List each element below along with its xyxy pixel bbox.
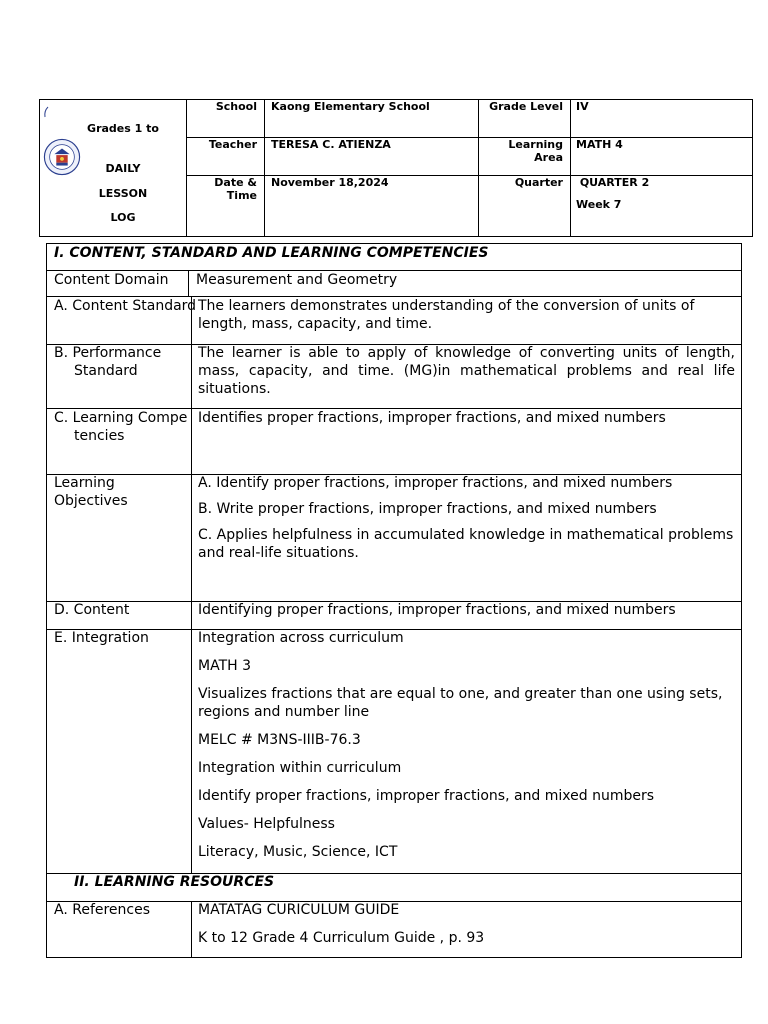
grade-level-label: Grade Level — [489, 100, 563, 113]
school-label: School — [215, 100, 257, 113]
integration-item: MATH 3 — [198, 658, 252, 674]
performance-standard-value: The learner is able to apply of knowledge of converting units of length, mass, capacity, and time. (MG)in mathematical problems and real life situations. — [198, 345, 735, 397]
integration-item: Visualizes fractions that are equal to one, and greater than one using sets, regions and number line — [198, 686, 723, 720]
section-1-title: I. CONTENT, STANDARD AND LEARNING COMPETENCIES — [54, 245, 489, 261]
reference-item: MATATAG CURICULUM GUIDE — [198, 902, 400, 918]
integration-list — [198, 629, 735, 871]
content-standard-value: The learners demonstrates understanding of the conversion of units of length, mass, capacity, and time. — [198, 298, 695, 332]
integration-item: MELC # M3NS-IIIB-76.3 — [198, 732, 361, 748]
references-list — [198, 901, 735, 957]
objective-item: A. Identify proper fractions, improper fractions, and mixed numbers — [198, 475, 673, 491]
side-grades: Grades 1 to — [87, 122, 159, 135]
divider — [570, 100, 571, 236]
learning-competencies-label: C. Learning Competencies — [54, 410, 188, 444]
references-label: A. References — [54, 902, 151, 918]
date-value: November 18,2024 — [271, 176, 389, 189]
week-value: Week 7 — [576, 198, 622, 211]
grade-level-value: IV — [576, 100, 589, 113]
header-table — [39, 99, 753, 237]
divider — [478, 100, 479, 236]
divider — [264, 100, 265, 236]
learning-area-value: MATH 4 — [576, 138, 623, 151]
seal-mark-icon — [43, 105, 53, 119]
content-label: D. Content — [54, 602, 130, 618]
content-standard-label: A. Content Standard — [54, 298, 197, 314]
content-domain-value: Measurement and Geometry — [196, 272, 398, 288]
integration-item: Integration within curriculum — [198, 760, 402, 776]
learning-area-label: Learning Area — [508, 138, 563, 164]
col-divider — [191, 296, 192, 873]
performance-standard-label: B. Performance Standard — [54, 345, 162, 379]
integration-item: Identify proper fractions, improper fractions, and mixed numbers — [198, 788, 655, 804]
side-daily: DAILY — [105, 162, 141, 175]
content-table — [46, 243, 742, 958]
objective-item: C. Applies helpfulness in accumulated knowledge in mathematical problems and real-life situations. — [198, 527, 734, 561]
deped-seal-icon — [43, 138, 81, 176]
learning-competencies-value: Identifies proper fractions, improper fractions, and mixed numbers — [198, 410, 666, 426]
side-lesson: LESSON — [98, 187, 148, 200]
teacher-value: TERESA C. ATIENZA — [271, 138, 391, 151]
teacher-label: Teacher — [208, 138, 257, 151]
objective-item: B. Write proper fractions, improper fractions, and mixed numbers — [198, 501, 657, 517]
section-2-title: II. LEARNING RESOURCES — [74, 874, 275, 890]
integration-item: Integration across curriculum — [198, 630, 404, 646]
integration-item: Values- Helpfulness — [198, 816, 335, 832]
side-log: LOG — [110, 211, 136, 224]
col-divider — [188, 270, 189, 296]
integration-label: E. Integration — [54, 630, 149, 646]
school-value: Kaong Elementary School — [271, 100, 430, 113]
learning-objectives-label: Learning Objectives — [54, 475, 128, 509]
divider — [186, 100, 187, 236]
quarter-value: QUARTER 2 — [576, 176, 650, 189]
content-value: Identifying proper fractions, improper fractions, and mixed numbers — [198, 602, 676, 618]
learning-objectives-list — [198, 474, 735, 572]
content-domain-label: Content Domain — [54, 272, 169, 288]
date-time-label: Date & Time — [214, 176, 257, 202]
integration-item: Literacy, Music, Science, ICT — [198, 844, 398, 860]
reference-item: K to 12 Grade 4 Curriculum Guide , p. 93 — [198, 930, 485, 946]
quarter-label: Quarter — [514, 176, 563, 189]
